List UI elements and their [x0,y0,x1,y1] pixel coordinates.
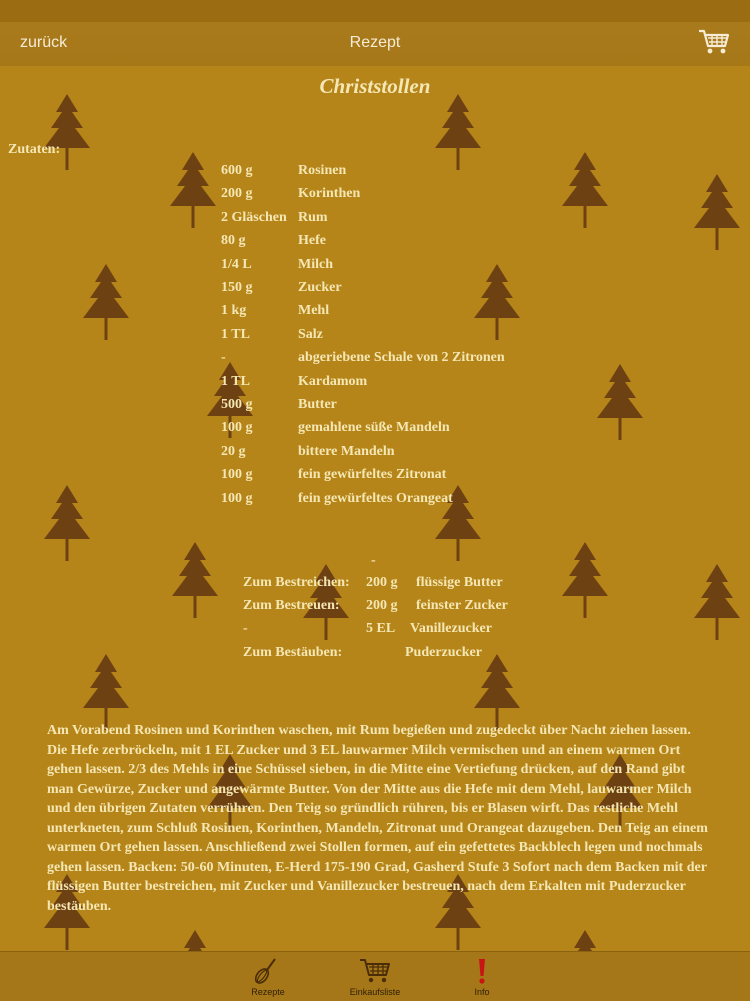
ingredients-label: Zutaten: [8,142,61,157]
nav-title: Rezept [349,34,401,51]
ingredient-row [221,186,621,209]
ingredient-name: bittere Mandeln [298,443,395,459]
exclamation-icon [467,957,497,985]
ingredient-row [221,327,621,350]
ingredient-row [221,350,621,373]
decoration-item: feinster Zucker [416,598,508,613]
decoration-item: Puderzucker [405,645,482,660]
ingredient-amount: 600 g [221,163,253,178]
decoration-row [243,598,563,621]
ingredient-amount: 100 g [221,490,253,506]
ingredient-amount: 150 g [221,280,253,295]
ingredient-row [221,280,621,303]
recipe-title: Christstollen [319,74,431,98]
tab-info[interactable] [437,952,527,1001]
decoration-item: flüssige Butter [416,575,503,590]
ingredient-name: fein gewürfeltes Orangeat [298,490,453,506]
ingredient-amount: 80 g [221,233,246,249]
ingredient-amount: 1 TL [221,326,250,342]
ingredient-amount: 200 g [221,186,253,202]
ingredient-name: Milch [298,256,333,272]
ingredient-row [221,257,621,280]
tab-label: Rezepte [251,987,285,997]
ingredient-row [221,210,621,233]
ingredient-name: Mehl [298,303,330,319]
ingredient-name: Salz [298,326,323,342]
ingredient-name: abgeriebene Schale von 2 Zitronen [298,350,505,366]
ingredient-row [221,491,621,514]
ingredient-name: fein gewürfeltes Zitronat [298,467,447,483]
ingredient-row [221,303,621,326]
ingredient-amount: 500 g [221,397,253,412]
ingredient-name: gemahlene süße Mandeln [298,420,450,436]
tree-icon [435,94,481,170]
ingredient-row [221,233,621,256]
navigation-bar [0,0,750,66]
ingredient-name: Rosinen [298,163,347,178]
decoration-item: Vanillezucker [410,621,492,636]
section-separator: - [371,553,376,568]
decoration-label: Zum Bestäuben: [243,645,343,660]
tree-icon [694,564,740,640]
tab-bar [0,951,750,1001]
ingredient-row [221,467,621,490]
ingredient-name: Hefe [298,233,326,249]
ingredient-name: Zucker [298,280,342,295]
decoration-label: Zum Bestreichen: [243,575,350,590]
tree-icon [562,542,608,618]
tree-icon [83,264,129,340]
tree-icon [694,174,740,250]
tab-label: Einkaufsliste [349,987,401,997]
decoration-amount: 200 g [366,575,398,590]
ingredient-name: Kardamom [298,373,368,389]
back-button[interactable]: zurück [20,34,68,51]
ingredient-amount: - [221,350,226,366]
ingredient-row [221,397,621,420]
ingredient-row [221,163,621,186]
decoration-amount: 5 EL [366,621,396,636]
tree-icon [172,542,218,618]
decoration-amount: 200 g [366,598,398,613]
decoration-row [243,575,563,598]
recipe-description: Am Vorabend Rosinen und Korinthen waschen, mit Rum begießen und zugedeckt über Nacht ziehen lassen. Die Hefe zerbröckeln, mit 1 EL Zucker und 3 EL lauwarmer Milch vermischen und an einem warmen Ort gehen lassen. 2/3 des Mehls in eine Schüssel sieben, in die Mitte eine Vertiefung drücken, auf den Rand gibt man Gewürze, Zucker und angewärmte Butter. Von der Mitte aus die Hefe mit dem Mehl, lauwarmer Milch und den übrigen Zutaten verrühren. Den Teig so gründlich rühren, bis er Blasen wirft. Das restliche Mehl unterkneten, zum Schluß Rosinen, Korinthen, Mandeln, Zitronat und Orangeat dazugeben. Den Teig an einem warmen Ort gehen lassen. Anschließend zwei Stollen formen, auf ein gefettetes Backblech legen und nochmals gehen lassen. Backen: 50-60 Minuten, E-Herd 175-190 Grad, Gasherd Stufe 3 Sofort nach dem Backen mit der flüssigen Butter bestreichen, mit Zucker und Vanillezucker bestreuen, nach dem Erkalten mit Puderzucker bestäuben. [47,723,708,914]
tree-icon [83,654,129,730]
ingredient-row [221,374,621,397]
tab-einkaufsliste[interactable] [330,952,420,1001]
whisk-icon [253,957,283,985]
ingredient-amount: 1/4 L [221,256,252,272]
ingredient-name: Butter [298,397,337,412]
tree-icon [44,94,90,170]
ingredient-name: Korinthen [298,186,361,202]
ingredient-row [221,444,621,467]
tree-icon [44,485,90,561]
tree-icon [170,152,216,228]
ingredient-amount: 100 g [221,420,253,436]
decoration-label: Zum Bestreuen: [243,598,340,613]
tab-label: Info [474,987,490,997]
ingredient-name: Rum [298,209,328,225]
tab-rezepte[interactable] [223,952,313,1001]
ingredient-amount: 1 kg [221,303,247,319]
ingredient-amount: 100 g [221,467,253,483]
cart-icon [359,957,391,985]
ingredient-amount: 1 TL [221,373,250,389]
ingredient-row [221,420,621,443]
decoration-row [243,645,563,668]
decoration-row [243,621,563,644]
ingredient-amount: 2 Gläschen [221,209,287,225]
ingredient-amount: 20 g [221,443,246,459]
cart-icon[interactable] [698,28,730,56]
decoration-label: - [243,621,248,636]
